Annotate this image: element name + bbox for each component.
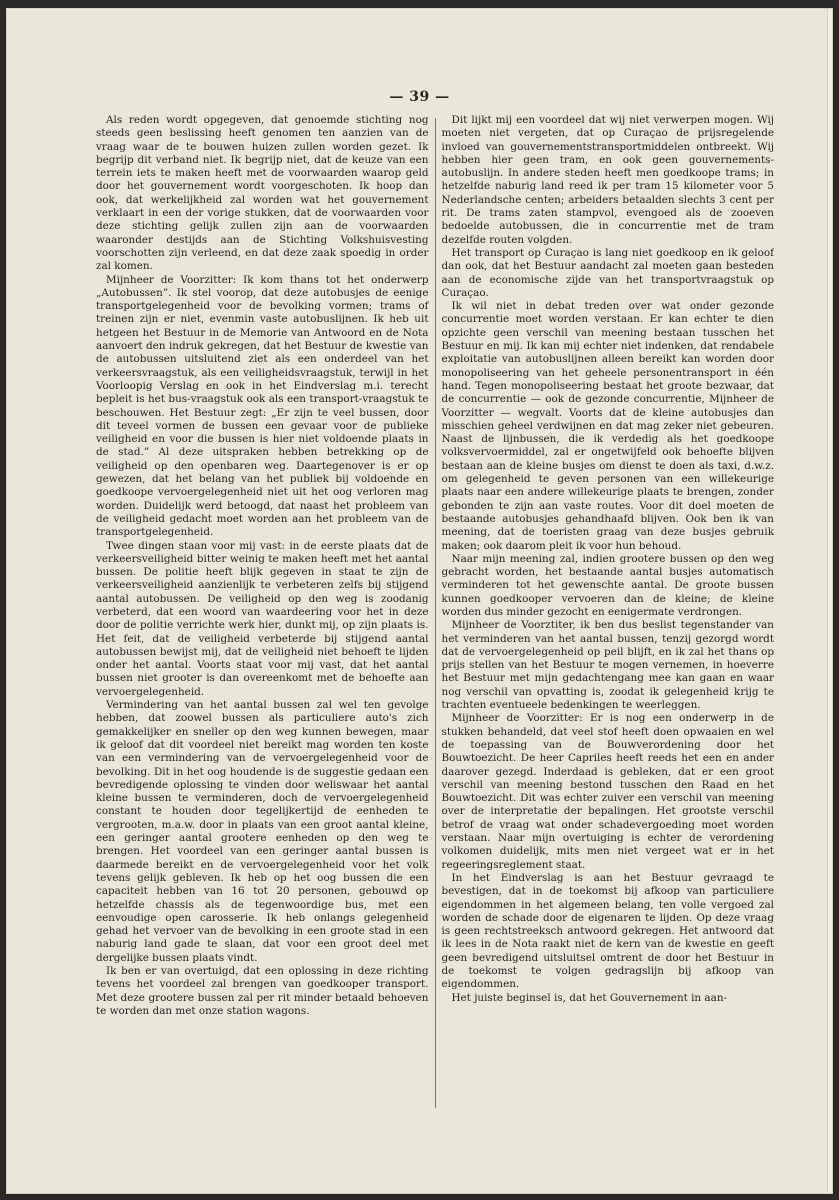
paragraph: Vermindering van het aantal bussen zal wel ten gevolge hebben, dat zoowel bussen als particuliere auto's zich gemakkelijker en sneller op den weg kunnen bewegen, maar ik geloof dat dit voordeel niet bereikt mag worden ten koste van een vermindering van de vervoergelegenheid voor de bevolking. Dit in het oog houdende is de suggestie gedaan een bevredigende oplossing te vinden door weliswaar het aantal kleine bussen te verminderen, doch de vervoergelegenheid constant te houden door tegelijkertijd de eenheden te vergrooten, m.a.w. door in plaats van een groot aantal kleine, een geringer aantal grootere eenheden op den weg te brengen. Het voordeel van een geringer aantal bussen is daarmede bereikt en de vervoergelegenheid voor het volk tevens gelijk gebleven. Ik heb op het oog bussen die een capaciteit hebben van 16 tot 20 personen, gebouwd op hetzelfde chassis als de tegenwoordige bus, met een eenvoudige open carosserie. Ik heb onlangs gelegenheid gehad het vervoer van de bevolking in een groote stad in een naburig land gade te slaan, dat voor een groot deel met dergelijke bussen plaats vindt. <box>96 699 429 964</box>
paragraph: Naar mijn meening zal, indien grootere bussen op den weg gebracht worden, het bestaande aantal busjes automatisch verminderen tot het gewenschte aantal. De groote bussen kunnen goedkooper vervoeren dan de kleine; de kleine worden dus minder gezocht en eenigermate verdrongen. <box>441 552 774 618</box>
paragraph: Mijnheer de Voorztiter, ik ben dus beslist tegenstander van het verminderen van het aantal bussen, tenzij gezorgd wordt dat de vervoergelegenheid op peil blijft, en ik zal het thans op prijs stellen van het Bestuur te mogen vernemen, in hoeverre het Bestuur met mijn gedachtengang mee kan gaan en waar nog verschil van opvatting is, zoodat ik gelegenheid krijg te trachten eventueele bedenkingen te weerleggen. <box>441 619 774 712</box>
page-sheet <box>6 8 833 1194</box>
paragraph: Twee dingen staan voor mij vast: in de eerste plaats dat de verkeersveiligheid bitter weinig te maken heeft met het aantal bussen. De politie heeft blijk gegeven in staat te zijn de verkeersveiligheid aanzienlijk te verbeteren zelfs bij stijgend aantal autobussen. De veiligheid op den weg is zoodanig verbeterd, dat een woord van waardeering voor het in deze door de politie verrichte werk hier, dunkt mij, op zijn plaats is. Het feit, dat de veiligheid verbeterde bij stijgend aantal autobussen bewijst mij, dat de veiligheid niet behoeft te lijden onder het aantal. Voorts staat voor mij vast, dat het aantal bussen niet grooter is dan overeenkomt met de behoefte aan vervoergelegenheid. <box>96 539 429 698</box>
paragraph: Ik ben er van overtuigd, dat een oplossing in deze richting tevens het voordeel zal brengen van goedkooper transport. Met deze grootere bussen zal per rit minder betaald behoeven te worden dan met onze station wagons. <box>96 965 429 1017</box>
paragraph: In het Eindverslag is aan het Bestuur gevraagd te bevestigen, dat in de toekomst bij afkoop van particuliere eigendommen in het algemeen belang, ten volle vergoed zal worden de schade door de eigenaren te lijden. Op deze vraag is geen rechtstreeksch antwoord gekregen. Het antwoord dat ik lees in de Nota raakt niet de kern van de kwestie en geeft geen bevredigend uitsluitsel omtrent de door het Bestuur in de toekomst te volgen gedragslijn bij afkoop van eigendommen. <box>441 871 774 991</box>
text-columns <box>96 114 774 1114</box>
paragraph: Mijnheer de Voorzitter: Er is nog een onderwerp in de stukken behandeld, dat veel stof heeft doen opwaaien en wel de toepassing van de Bouwverordening door het Bouwtoezicht. De heer Capriles heeft reeds het een en ander daarover gezegd. Inderdaad is gebleken, dat er een groot verschil van meening bestond tusschen den Raad en het Bouwtoezicht. Dit was echter zuiver een verschil van meening over de interpretatie der bepalingen. Het grootste verschil betrof de vraag wat onder schadevergoeding moet worden verstaan. Naar mijn overtuiging is echter de verordening volkomen duidelijk, mits men niet vergeet wat er in het regeeringsreglement staat. <box>441 712 774 871</box>
right-column <box>436 114 775 1114</box>
paragraph: Het transport op Curaçao is lang niet goedkoop en ik geloof dan ook, dat het Bestuur aandacht zal moeten gaan besteden aan de economische zijde van het transportvraagstuk op Curaçao. <box>441 246 774 299</box>
paragraph: Het juiste beginsel is, dat het Gouvernement in aan- <box>451 991 728 1004</box>
paragraph: Dit lijkt mij een voordeel dat wij niet verwerpen mogen. Wij moeten niet vergeten, dat op Curaçao de prijsregelende invloed van gouvernementstransportmiddelen ontbreekt. Wij hebben hier geen tram, en ook geen gouvernements-autobuslijn. In andere steden heeft men goedkoope trams; in hetzelfde naburig land reed ik per tram 15 kilometer voor 5 Nederlandsche centen; arbeiders betaalden slechts 3 cent per rit. De trams zaten stampvol, evengoed als de zooeven bedoelde autobussen, die in concurrentie met de tram dezelfde routen volgden. <box>441 114 774 246</box>
left-column <box>96 114 435 1114</box>
page-edge <box>827 9 832 1193</box>
paragraph: Ik wil niet in debat treden over wat onder gezonde concurrentie moet worden verstaan. Er kan echter te dien opzichte geen verschil van meening bestaan tusschen het Bestuur en mij. Ik kan mij echter niet indenken, dat rendabele exploitatie van autobuslijnen alleen bereikt kan worden door monopoliseering van het geheele personentransport in één hand. Tegen monopoliseering bestaat het groote bezwaar, dat de concurrentie — ook de gezonde concurrentie, Mijnheer de Voorzitter — wegvalt. Voorts dat de kleine autobusjes dan misschien geheel verdwijnen en dat mag zeker niet gebeuren. Naast de lijnbussen, die ik verdedig als het goedkoope volksvervoermiddel, zal er ongetwijfeld ook behoefte blijven bestaan aan de kleine busjes om dienst te doen als taxi, d.w.z. om gelegenheid te geven personen van een willekeurige plaats naar een andere willekeurige plaats te brengen, zonder gebonden te zijn aan vaste routes. Voor dit doel moeten de bestaande autobusjes gehandhaafd blijven. Ook ben ik van meening, dat de toeristen graag van deze busjes gebruik maken; ook daarom pleit ik voor hun behoud. <box>441 300 774 552</box>
paragraph: Mijnheer de Voorzitter: Ik kom thans tot het onderwerp „Autobussen”. Ik stel voorop, dat deze autobusjes de eenige transportgelegenheid voor de bevolking vormen; trams of treinen zijn er niet, evenmin vaste autobuslijnen. Ik heb uit hetgeen het Bestuur in de Memorie van Antwoord en de Nota aanvoert den indruk gekregen, dat het Bestuur de kwestie van de autobussen uitsluitend ziet als een onderdeel van het verkeersvraagstuk, als een veiligheidsvraagstuk, terwijl in het Voorloopig Verslag en ook in het Eindverslag m.i. terecht bepleit is het bus-vraagstuk ook als een transport-vraagstuk te beschouwen. Het Bestuur zegt: „Er zijn te veel bussen, door dit teveel vormen de bussen een gevaar voor de publieke veiligheid en voor die bussen is hier niet voldoende plaats in de stad.” Al deze uitspraken hebben betrekking op de veiligheid op den openbaren weg. Daartegenover is er op gewezen, dat het belang van het publiek bij voldoende en goedkoope vervoergelegenheid niet uit het oog verloren mag worden. Duidelijk werd betoogd, dat naast het probleem van de veiligheid gedacht moet worden aan het probleem van de transportgelegenheid. <box>96 273 429 539</box>
page-number: — 39 — <box>389 89 450 105</box>
paragraph: Als reden wordt opgegeven, dat genoemde stichting nog steeds geen beslissing heeft genomen ten aanzien van de vraag waar de te bouwen huizen zullen worden gezet. Ik begrijp dit verband niet. Ik begrijp niet, dat de keuze van een terrein iets te maken heeft met de voorwaarden waarop geld door het gouvernement wordt voorgeschoten. Ik hoop dan ook, dat werkelijkheid zal worden wat het gouvernement verklaart in een der vorige stukken, dat de voorwaarden voor deze stichting gelijk zullen zijn aan de voorwaarden waaronder destijds aan de Stichting Volkshuisvesting voorschotten zijn verleend, en dat deze zaak spoedig in order zal komen. <box>96 114 429 273</box>
